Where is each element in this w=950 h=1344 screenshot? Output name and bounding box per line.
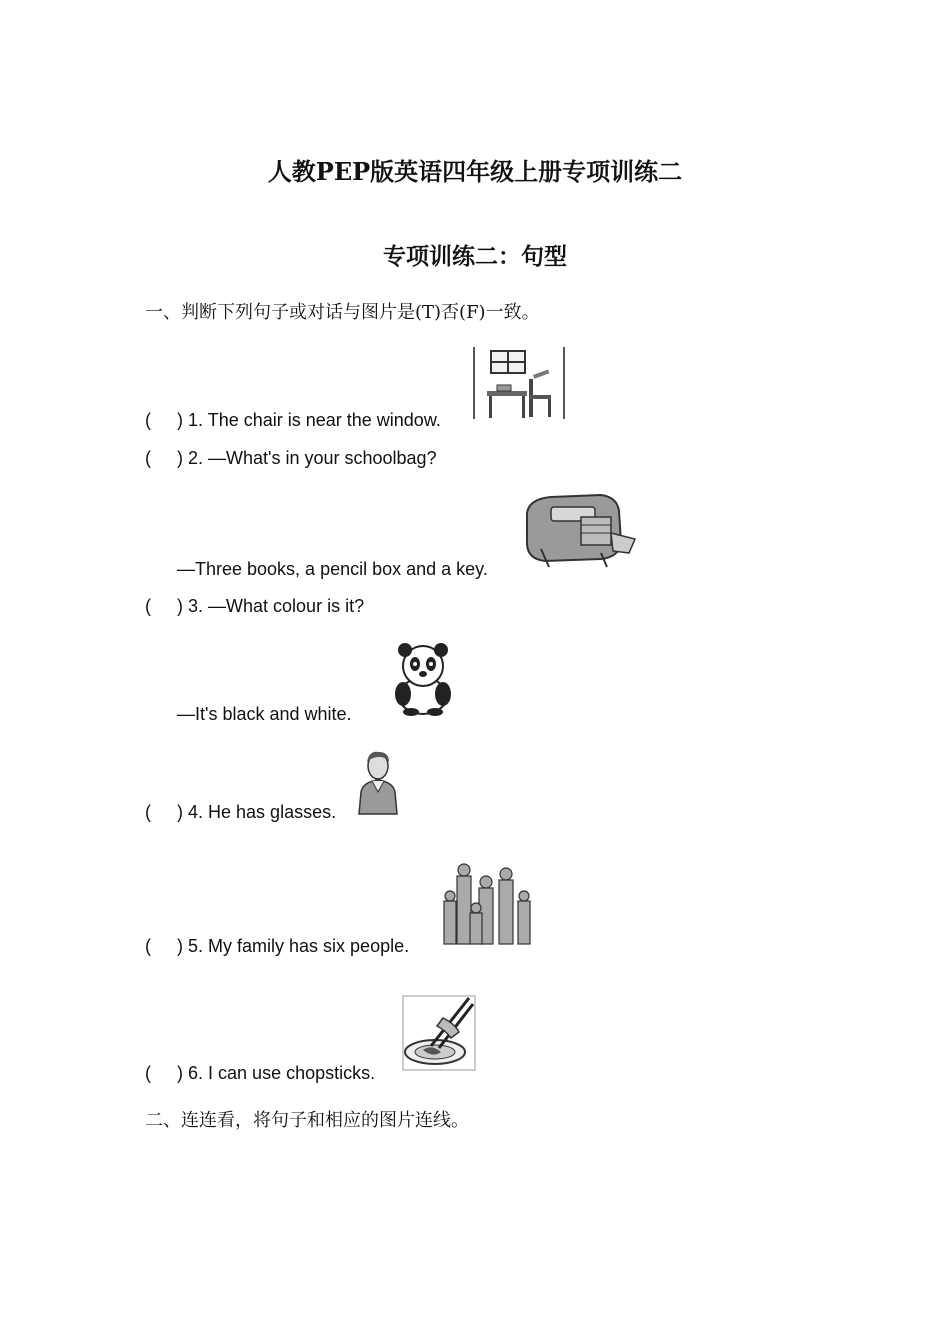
answer-blank-3[interactable]: ( [145, 596, 151, 616]
section-subtitle: 专项训练二：句型 [383, 243, 567, 270]
question-5: ( ) 5. My family has six people. [145, 936, 410, 956]
page-title: 人教PEP版英语四年级上册专项训练二 [267, 157, 683, 186]
answer-blank-5[interactable]: ( [145, 936, 151, 956]
answer-blank-1[interactable]: ( [145, 410, 151, 430]
question-1: ( ) 1. The chair is near the window. [145, 410, 441, 430]
question-2-text: 2. —What's in your schoolbag? [188, 448, 437, 468]
question-3-text: 3. —What colour is it? [188, 596, 365, 616]
answer-blank-6[interactable]: ( [145, 1063, 151, 1083]
schoolbag-picture [521, 493, 637, 569]
question-2: ( ) 2. —What's in your schoolbag? [145, 448, 437, 468]
answer-blank-4[interactable]: ( [145, 802, 151, 822]
question-5-text: 5. My family has six people. [188, 936, 410, 956]
question-6-text: 6. I can use chopsticks. [188, 1063, 376, 1083]
question-3: ( ) 3. —What colour is it? [145, 596, 365, 616]
question-6: ( ) 6. I can use chopsticks. [145, 1063, 376, 1083]
question-1-text: 1. The chair is near the window. [188, 410, 441, 430]
question-4: ( ) 4. He has glasses. [145, 802, 337, 822]
man-picture [355, 748, 401, 816]
section-two-instruction: 二、连连看，将句子和相应的图片连线。 [145, 1110, 469, 1131]
question-3-answer: —It's black and white. [177, 704, 352, 724]
answer-blank-2[interactable]: ( [145, 448, 151, 468]
desk-chair-window-picture [469, 345, 569, 423]
question-4-text: 4. He has glasses. [188, 802, 337, 822]
chopsticks-picture [401, 994, 477, 1072]
panda-picture [389, 640, 457, 716]
question-2-answer: —Three books, a pencil box and a key. [177, 559, 488, 579]
family-picture [440, 860, 532, 948]
section-one-instruction: 一、判断下列句子或对话与图片是(T)否(F)一致。 [145, 302, 540, 323]
